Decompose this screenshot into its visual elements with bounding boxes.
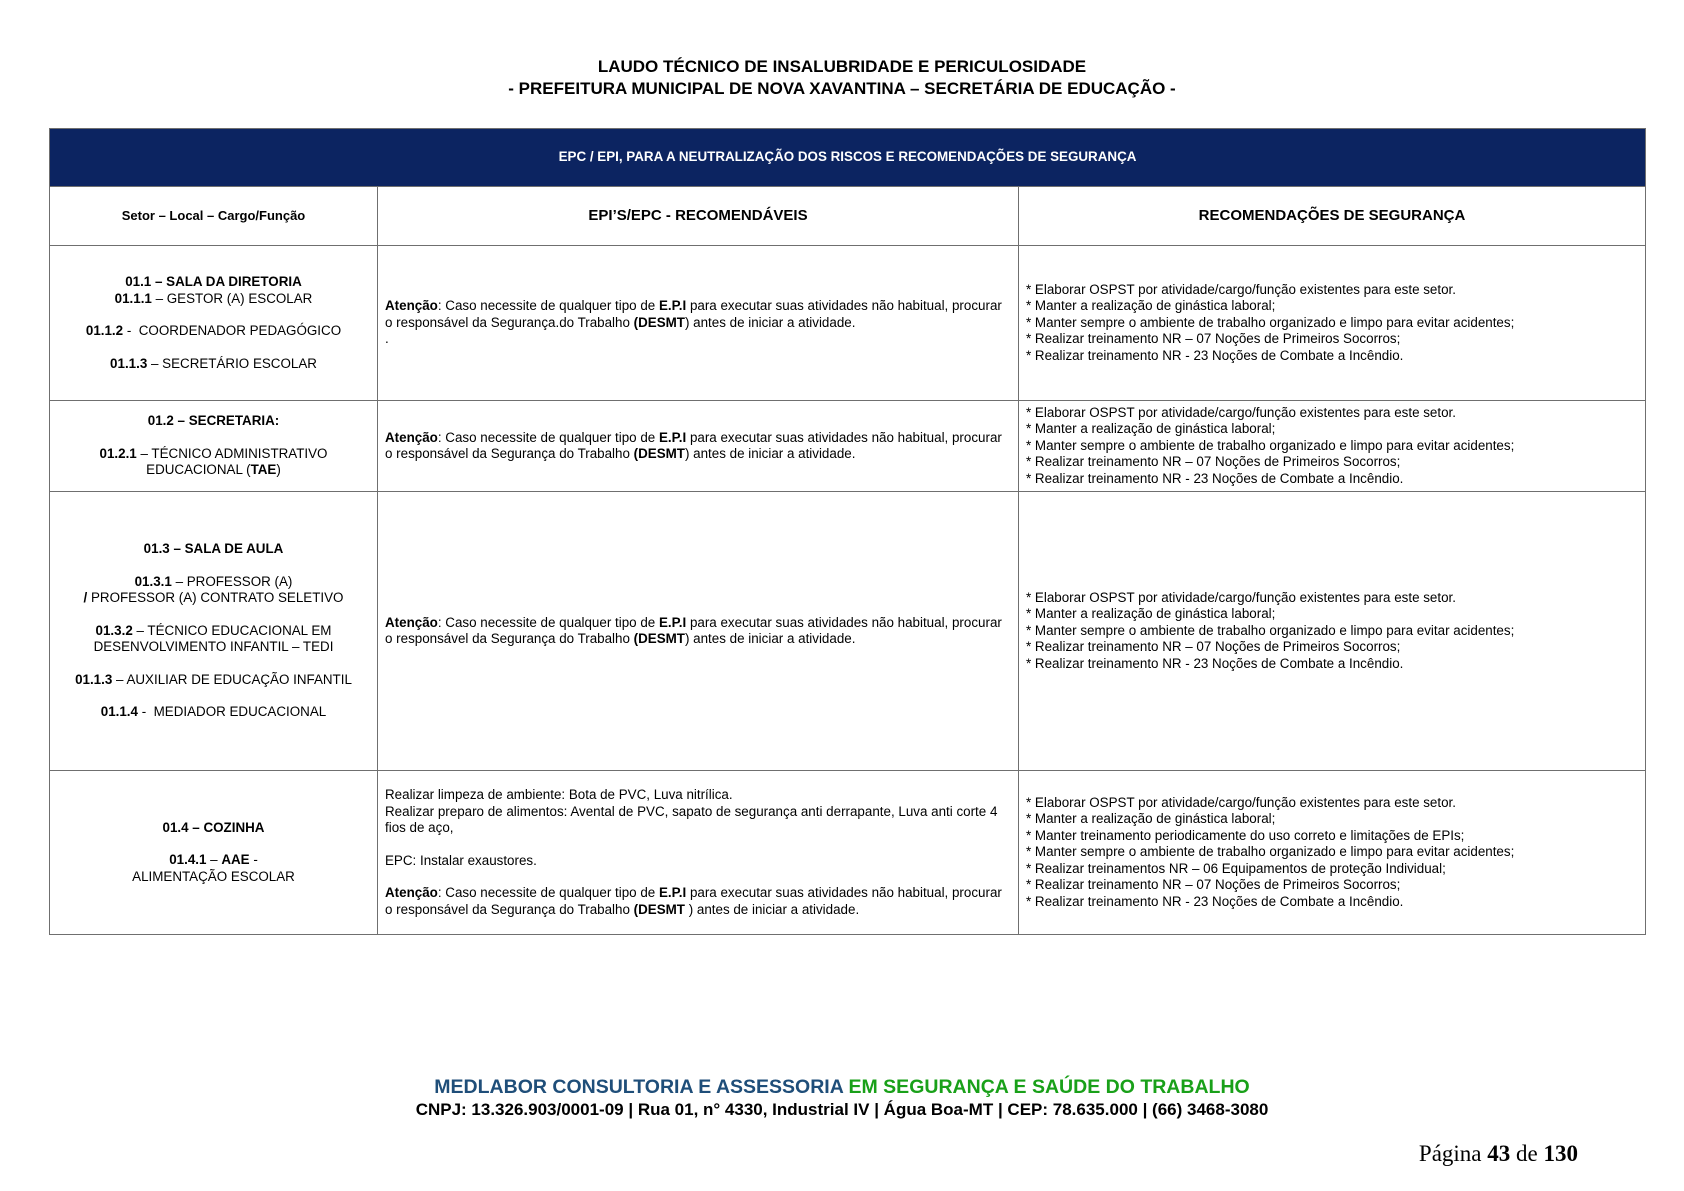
table-row (50, 246, 1646, 401)
role-item: 01.1.3 – AUXILIAR DE EDUCAÇÃO INFANTIL (75, 671, 352, 687)
recommendation-item: * Manter sempre o ambiente de trabalho organizado e limpo para evitar acidentes; (1026, 437, 1515, 453)
recommendation-item: * Elaborar OSPST por atividade/cargo/função existentes para este setor. (1026, 589, 1456, 605)
document-subtitle: - PREFEITURA MUNICIPAL DE NOVA XAVANTINA – SECRETÁRIA DE EDUCAÇÃO - (508, 79, 1176, 98)
table-banner: EPC / EPI, PARA A NEUTRALIZAÇÃO DOS RISCOS E RECOMENDAÇÕES DE SEGURANÇA (50, 129, 1646, 187)
epi-epc-table (49, 128, 1646, 935)
role-item: 01.4.1 – AAE - (169, 852, 258, 868)
epi-line: Realizar limpeza de ambiente: Bota de PVC, Luva nitrílica. (385, 787, 733, 802)
column-header-sector: Setor – Local – Cargo/Função (50, 187, 378, 246)
epi-extra: . (385, 331, 389, 347)
recommendations-cell (1019, 492, 1646, 771)
sector-title: 01.2 – SECRETARIA: (147, 413, 280, 429)
role-item-name: ALIMENTAÇÃO ESCOLAR (132, 868, 295, 884)
document-title: LAUDO TÉCNICO DE INSALUBRIDADE E PERICULOSIDADE (597, 57, 1087, 76)
epi-attention-note: Atenção: Caso necessite de qualquer tipo de E.P.I para executar suas atividades não habitual, procurar o responsável da Segurança do Trabalho (DESMT) antes de iniciar a atividade. (385, 614, 1002, 646)
role-item: 01.3.1 – PROFESSOR (A) (134, 573, 293, 589)
footer-address: CNPJ: 13.326.903/0001-09 | Rua 01, n° 4330, Industrial IV | Água Boa-MT | CEP: 78.635.000 | (66) 3468-3080 (415, 1100, 1269, 1119)
table-header-row (50, 187, 1646, 246)
role-item: 01.2.1 – TÉCNICO ADMINISTRATIVO EDUCACIONAL (TAE) (99, 445, 328, 478)
recommendation-item: * Manter treinamento periodicamente do uso correto e limitações de EPIs; (1026, 827, 1465, 843)
role-item: 01.3.2 – TÉCNICO EDUCACIONAL EM DESENVOLVIMENTO INFANTIL – TEDI (93, 622, 334, 655)
recommendation-item: * Realizar treinamento NR - 23 Noções de Combate a Incêndio. (1026, 470, 1404, 486)
recommendation-item: * Manter a realização de ginástica laboral; (1026, 298, 1276, 314)
epi-cell (378, 771, 1019, 935)
epc-line: EPC: Instalar exaustores. (385, 852, 537, 868)
recommendations-cell (1019, 246, 1646, 401)
role-item-extra: / PROFESSOR (A) CONTRATO SELETIVO (83, 590, 344, 606)
role-item: 01.1.4 - MEDIADOR EDUCACIONAL (100, 704, 327, 720)
table-banner-row (50, 129, 1646, 187)
recommendation-item: * Manter sempre o ambiente de trabalho organizado e limpo para evitar acidentes; (1026, 314, 1515, 330)
column-header-epi: EPI’S/EPC - RECOMENDÁVEIS (378, 187, 1019, 246)
recommendation-item: * Realizar treinamento NR - 23 Noções de Combate a Incêndio. (1026, 893, 1404, 909)
recommendation-item: * Manter a realização de ginástica laboral; (1026, 811, 1276, 827)
company-name: MEDLABOR CONSULTORIA E ASSESSORIA (434, 1076, 844, 1098)
table-row (50, 492, 1646, 771)
epi-attention-note: Atenção: Caso necessite de qualquer tipo de E.P.I para executar suas atividades não habitual, procurar o responsável da Segurança do Trabalho (DESMT) antes de iniciar a atividade. (385, 429, 1002, 461)
sector-title: 01.4 – COZINHA (162, 819, 265, 835)
recommendations-cell (1019, 771, 1646, 935)
role-item: 01.1.2 - COORDENADOR PEDAGÓGICO (85, 323, 342, 338)
recommendation-item: * Realizar treinamento NR – 07 Noções de Primeiros Socorros; (1026, 454, 1401, 470)
epi-line: Realizar preparo de alimentos: Avental de PVC, sapato de segurança anti derrapante, Luva anti corte 4 fios de aço, (385, 803, 998, 835)
sector-cell (50, 246, 378, 401)
page-number: Página 43 de 130 (1418, 1141, 1578, 1166)
footer-company (0, 1076, 1684, 1099)
recommendation-item: * Elaborar OSPST por atividade/cargo/função existentes para este setor. (1026, 281, 1456, 297)
sector-title: 01.1 – SALA DA DIRETORIA (125, 274, 302, 289)
epi-cell (378, 401, 1019, 492)
sector-title: 01.3 – SALA DE AULA (143, 541, 284, 557)
epi-attention-note: Atenção: Caso necessite de qualquer tipo de E.P.I para executar suas atividades não habitual, procurar o responsável da Segurança.do Trabalho (DESMT) antes de iniciar a atividade. (385, 298, 1002, 330)
role-item: 01.1.1 – GESTOR (A) ESCOLAR (114, 290, 313, 306)
recommendation-item: * Realizar treinamento NR - 23 Noções de Combate a Incêndio. (1026, 347, 1404, 363)
table-row (50, 771, 1646, 935)
recommendation-item: * Manter a realização de ginástica laboral; (1026, 606, 1276, 622)
recommendation-item: * Elaborar OSPST por atividade/cargo/função existentes para este setor. (1026, 794, 1456, 810)
recommendation-item: * Manter a realização de ginástica laboral; (1026, 421, 1276, 437)
recommendation-item: * Manter sempre o ambiente de trabalho organizado e limpo para evitar acidentes; (1026, 844, 1515, 860)
role-item: 01.1.3 – SECRETÁRIO ESCOLAR (110, 355, 317, 371)
recommendation-item: * Realizar treinamento NR – 07 Noções de Primeiros Socorros; (1026, 877, 1401, 893)
table-row (50, 401, 1646, 492)
column-header-recommendations: RECOMENDAÇÕES DE SEGURANÇA (1019, 187, 1646, 246)
recommendation-item: * Realizar treinamento NR - 23 Noções de Combate a Incêndio. (1026, 655, 1404, 671)
sector-cell (50, 492, 378, 771)
recommendation-item: * Realizar treinamentos NR – 06 Equipamentos de proteção Individual; (1026, 860, 1446, 876)
sector-cell (50, 401, 378, 492)
recommendation-item: * Realizar treinamento NR – 07 Noções de Primeiros Socorros; (1026, 639, 1401, 655)
recommendations-cell (1019, 401, 1646, 492)
recommendation-item: * Realizar treinamento NR – 07 Noções de Primeiros Socorros; (1026, 331, 1401, 347)
sector-cell (50, 771, 378, 935)
epi-cell (378, 246, 1019, 401)
company-tagline: EM SEGURANÇA E SAÚDE DO TRABALHO (843, 1076, 1250, 1098)
epi-cell (378, 492, 1019, 771)
epi-attention-note: Atenção: Caso necessite de qualquer tipo de E.P.I para executar suas atividades não habitual, procurar o responsável da Segurança do Trabalho (DESMT ) antes de iniciar a atividade. (385, 885, 1002, 917)
recommendation-item: * Elaborar OSPST por atividade/cargo/função existentes para este setor. (1026, 404, 1456, 420)
recommendation-item: * Manter sempre o ambiente de trabalho organizado e limpo para evitar acidentes; (1026, 622, 1515, 638)
